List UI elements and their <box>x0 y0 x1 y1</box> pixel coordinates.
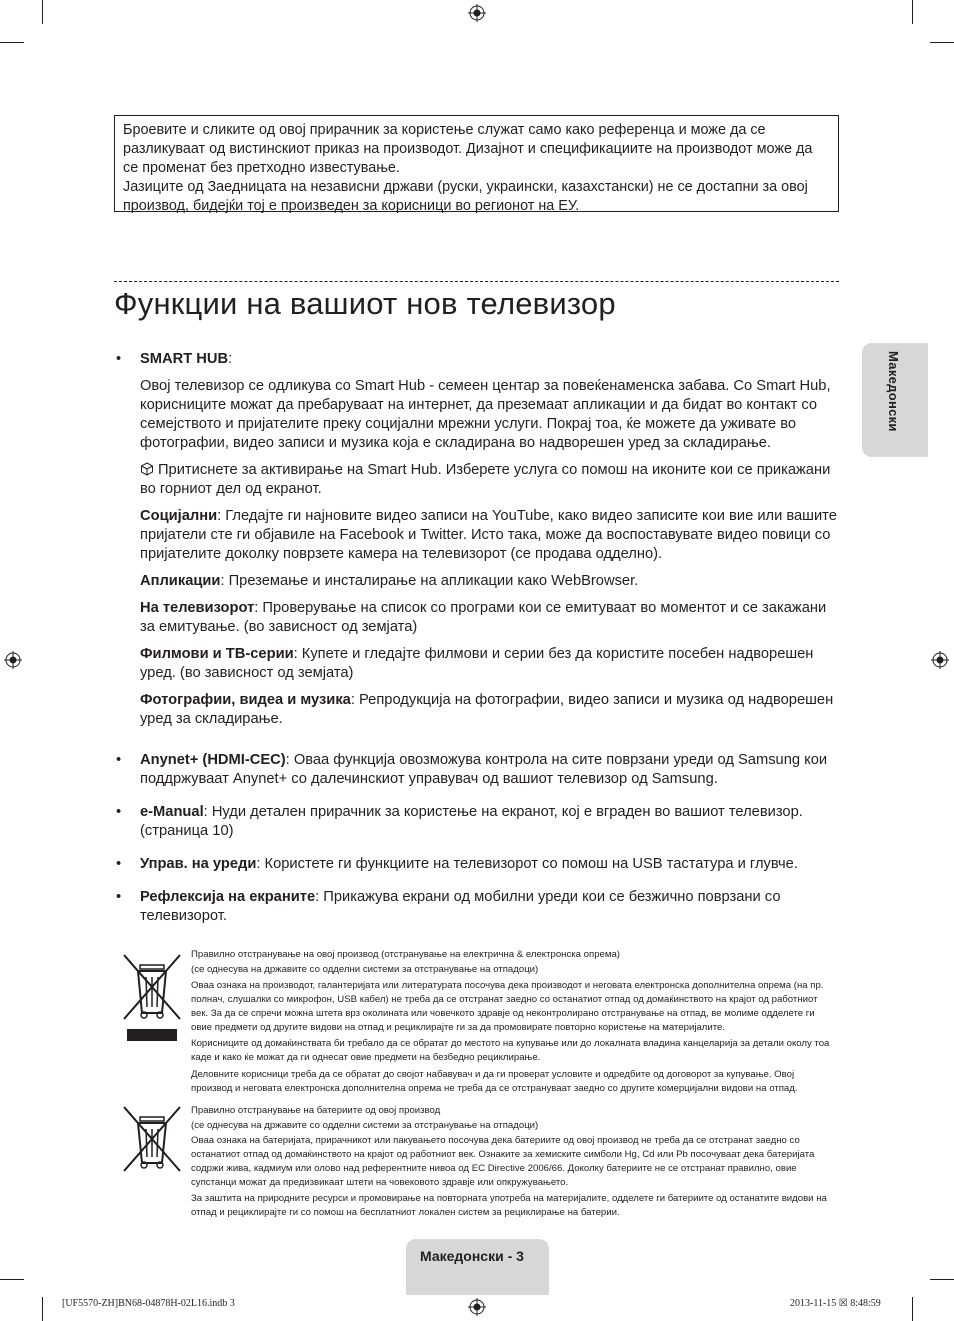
weee-crossed-bin-icon <box>120 951 184 1043</box>
notice-text: Јазиците од Заедницата на независни држави (руски, украински, казахстански) не се достапни за овој производ, бидејќи тој е произведен за корисници во регионот на ЕУ. <box>123 179 808 214</box>
weee-paragraph: Оваа ознака на производот, галантеријата или литературата посочува дека производот и неговата електронска дополнителна опрема (на пр. полнач, слушалки со микрофон, USB кабел) не треба да се отстранат заедно со останатиот отпад од домаќинството на крајот од работниот век. За да се спречи можна штета врз околината или човечкото здравје од неконтролирано отстранување на отпад, ве молиме одделете ги овие предмети од другите видови на отпад и рециклирајте ги за да промовирате повторно користење на материјалите. <box>191 980 824 1033</box>
battery-paragraph: Оваа ознака на батеријата, прирачникот или пакувањето посочува дека батериите од овој производ не треба да се отстранат заедно со останатиот отпад од домаќинството на крајот од работниот век. Ознаките за хемиските симболи Hg, Cd или Pb посочуваат дека батеријата содржи жива, кадмиум или олово над референтните нивоа од EC Directive 2006/66. Доколку батериите не се отстранат правилно, овие супстанци можат да предизвикаат штети на човековото здравје или опкружувањето. <box>191 1135 815 1188</box>
side-tab-label: Македонски <box>886 351 901 432</box>
section-divider <box>114 281 839 282</box>
registration-mark-icon <box>4 651 22 669</box>
crop-mark <box>0 1279 24 1280</box>
crop-mark <box>912 1297 913 1321</box>
smart-hub-button-icon <box>140 462 154 476</box>
registration-mark-icon <box>931 651 949 669</box>
bullet-icon: • <box>116 752 122 768</box>
crop-mark <box>42 0 43 24</box>
battery-notice <box>191 1104 831 1220</box>
battery-paragraph: За заштита на природните ресурси и промовирање на повторната употреба на материјалите, одделете ги батериите од останатите видови на отпад и рециклирајте ги со помош на бесплатниот локален систем за рециклирање на батерии. <box>191 1193 827 1219</box>
language-side-tab <box>862 343 928 457</box>
crop-mark <box>0 42 24 43</box>
list-item: • Anynet+ (HDMI-CEC): Оваа функција овозможува контрола на сите поврзани уреди од Samsung кои поддржуваат Anynet+ со далечинскиот управувач од вашиот телевизор од Samsung. <box>116 752 828 787</box>
feature-description: Овој телевизор се одликува со Smart Hub - семеен центар за повеќенаменска забава. Со Smart Hub, корисниците можат да пребаруваат на интернет, да преземаат апликации и да бидат во контакт со семејството и пријателите преку социјални мрежни услуги. Покрај тоа, ќе можете да уживате во фотографии, видео записи и музика која е складирана во надворешен уред за складирање. <box>140 378 831 451</box>
sub-feature: Социјални: Гледајте ги најновите видео записи на YouTube, како видео записите кои вие или вашите пријатели сте ги објавиле на Facebook и Twitter. Исто така, може да воспоставувате видео повици со пријателите доколку поврзете камера на телевизорот (се продава одделно). <box>140 508 837 562</box>
weee-paragraph: Деловните корисници треба да се обратат до својот набавувач и да ги проверат условите и одредбите од договорот за купување. Овој производ и неговата електронска дополнителна опрема не треба да се отстрануваат заедно со другите комерцијални видови на отпад. <box>191 1068 798 1094</box>
feature-label: SMART HUB <box>140 351 229 367</box>
registration-mark-icon <box>468 1298 486 1316</box>
bullet-icon: • <box>116 351 122 367</box>
battery-title: Правилно отстранување на батериите од овој производ <box>191 1105 441 1116</box>
list-item: • e-Manual: Нуди детален прирачник за користење на екранот, кој е вграден во вашиот телевизор. (страница 10) <box>116 804 803 839</box>
features-list <box>114 350 839 940</box>
list-item <box>114 350 839 729</box>
notice-text: Броевите и сликите од овој прирачник за користење служат само како референца и може да се разликуваат од вистинскиот приказ на производот. Дизајнот и спецификациите на производот може да се променат без претходно известување. <box>123 122 813 176</box>
weee-title: Правилно отстранување на овој производ (отстранување на електрична & електронска опрема) <box>191 949 621 960</box>
crop-mark <box>912 0 913 24</box>
crop-mark <box>42 1297 43 1321</box>
sub-feature: Фотографии, видеа и музика: Репродукција на фотографии, видео записи и музика од надворешен уред за складирање. <box>140 692 834 727</box>
feature-description: Притиснете за активирање на Smart Hub. Изберете услуга со помош на иконите кои се прикажани во горниот дел од екранот. <box>140 462 831 497</box>
page-number-badge <box>406 1239 549 1295</box>
sub-feature: Апликации: Преземање и инсталирање на апликации како WebBrowser. <box>140 573 639 589</box>
weee-paragraph: Корисниците од домаќинствата би требало да се обратат до местото на купување или до локалната владина канцеларија за детали околу тоа каде и како ќе можат да ги однесат овие предмети на безбедно рециклирање. <box>191 1038 830 1064</box>
registration-mark-icon <box>468 4 486 22</box>
print-footer-timestamp: 2013-11-15 ☒ 8:48:59 <box>790 1298 881 1309</box>
page-number: Македонски - 3 <box>420 1248 524 1264</box>
weee-subtitle: (се однесува на државите со одделни системи за отстранување на отпадоци) <box>191 963 539 975</box>
battery-crossed-bin-icon <box>120 1105 184 1177</box>
bullet-icon: • <box>116 889 122 905</box>
page-title: Функции на вашиот нов телевизор <box>114 286 616 321</box>
notice-box <box>114 115 839 212</box>
bullet-icon: • <box>116 804 122 820</box>
list-item: • Рефлексија на екраните: Прикажува екрани од мобилни уреди кои се безжично поврзани со телевизорот. <box>116 889 781 924</box>
weee-notice <box>191 948 831 1096</box>
list-item: • Управ. на уреди: Користете ги функциите на телевизорот со помош на USB тастатура и глувче. <box>116 856 798 872</box>
crop-mark <box>930 1279 954 1280</box>
sub-feature: Филмови и ТВ-серии: Купете и гледајте филмови и серии без да користите посебен надворешен уред. (во зависност од земјата) <box>140 646 814 681</box>
sub-feature: На телевизорот: Проверување на список со програми кои се емитуваат во моментот и се закажани за емитување. (во зависност од земјата) <box>140 600 827 635</box>
battery-subtitle: (се однесува на државите со одделни системи за отстранување на отпадоци) <box>191 1119 539 1131</box>
print-footer-file: [UF5570-ZH]BN68-04878H-02L16.indb 3 <box>62 1298 235 1309</box>
bullet-icon: • <box>116 856 122 872</box>
feature-colon: : <box>228 351 233 367</box>
crop-mark <box>930 42 954 43</box>
